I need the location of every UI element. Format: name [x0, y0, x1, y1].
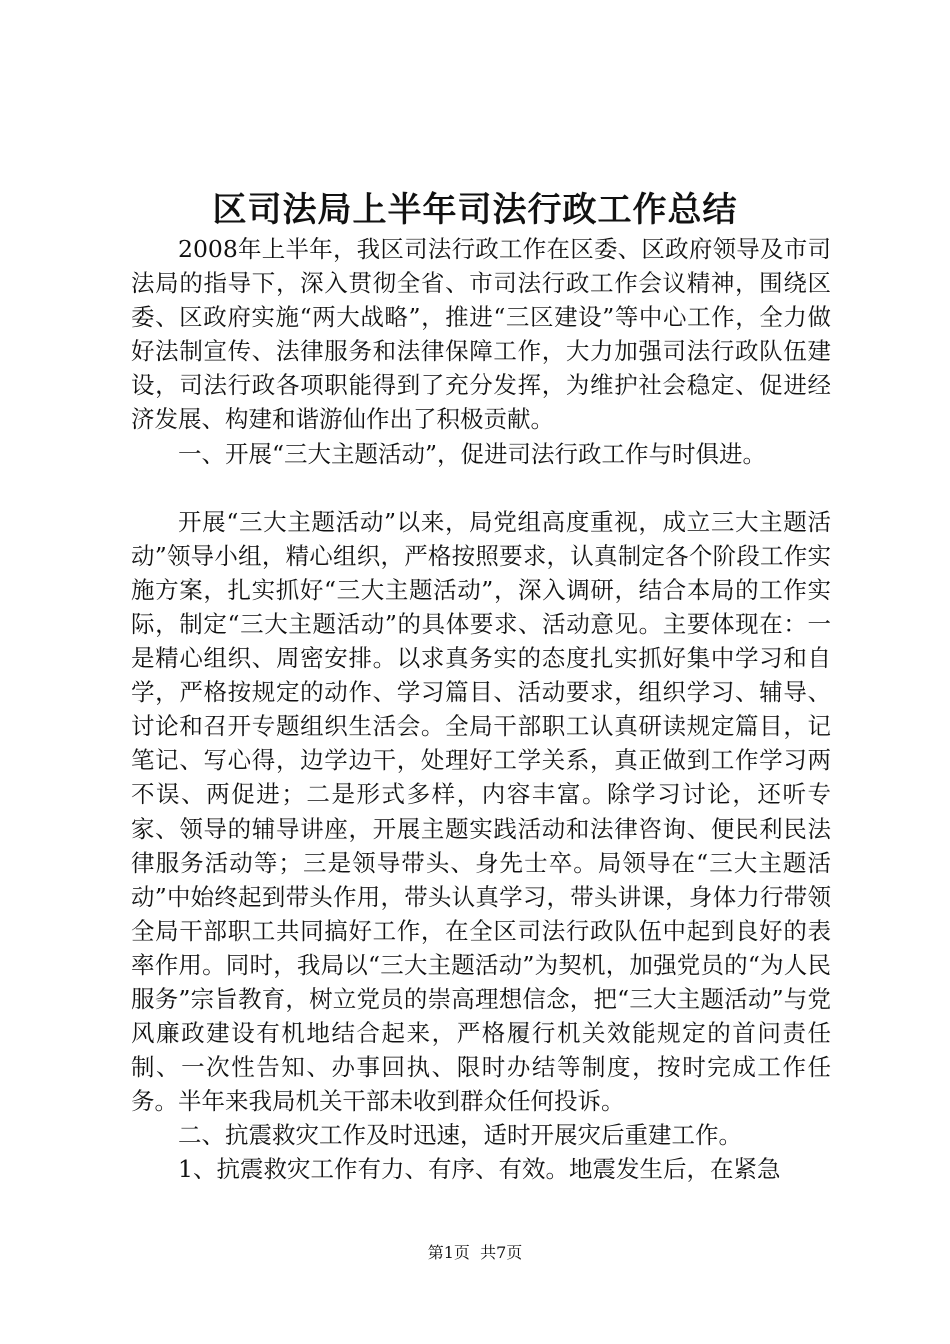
section-heading-2: 二、抗震救灾工作及时迅速，适时开展灾后重建工作。 [178, 1121, 742, 1150]
section-1-paragraph: 开展“三大主题活动”以来，局党组高度重视，成立三大主题活动”领导小组，精心组织，严格按照要求，认真制定各个阶段工作实施方案，扎实抓好“三大主题活动”，深入调研，结合本局的工作实际，制定“三大主题活动”的具体要求、活动意见。主要体现在：一是精心组织、周密安排。以求真务实的态度扎实抓好集中学习和自学，严格按规定的动作、学习篇目、活动要求，组织学习、辅导、讨论和召开专题组织生活会。全局干部职工认真研读规定篇目，记笔记、写心得，边学边干，处理好工学关系，真正做到工作学习两不误、两促进；二是形式多样，内容丰富。除学习讨论，还听专家、领导的辅导讲座，开展主题实践活动和法律咨询、便民利民法律服务活动等；三是领导带头、身先士卒。局领导在“三大主题活动”中始终起到带头作用，带头认真学习，带头讲课，身体力行带领全局干部职工共同搞好工作，在全区司法行政队伍中起到良好的表率作用。同时，我局以“三大主题活动”为契机，加强党员的“为人民服务”宗旨教育，树立党员的崇高理想信念，把“三大主题活动”与党风廉政建设有机地结合起来，严格履行机关效能规定的首问责任制、一次性告知、办事回执、限时办结等制度，按时完成工作任务。半年来我局机关干部未收到群众任何投诉。 [131, 507, 831, 1116]
intro-paragraph: 2008年上半年，我区司法行政工作在区委、区政府领导及市司法局的指导下，深入贯彻全省、市司法行政工作会议精神，围绕区委、区政府实施“两大战略”，推进“三区建设”等中心工作，全力做好法制宣传、法律服务和法律保障工作，大力加强司法行政队伍建设，司法行政各项职能得到了充分发挥，为维护社会稳定、促进经济发展、构建和谐游仙作出了积极贡献。 [131, 235, 831, 434]
page-number-label: 第1页 共7页 [427, 1243, 523, 1262]
section-2-paragraph: 1、抗震救灾工作有力、有序、有效。地震发生后，在紧急 [178, 1155, 781, 1184]
paragraph-spacer [131, 471, 831, 505]
section-heading-1: 一、开展“三大主题活动”，促进司法行政工作与时俱进。 [178, 439, 767, 468]
document-title: 区司法局上半年司法行政工作总结 [212, 190, 738, 230]
page-footer [0, 1242, 950, 1264]
document-body [131, 232, 831, 1187]
